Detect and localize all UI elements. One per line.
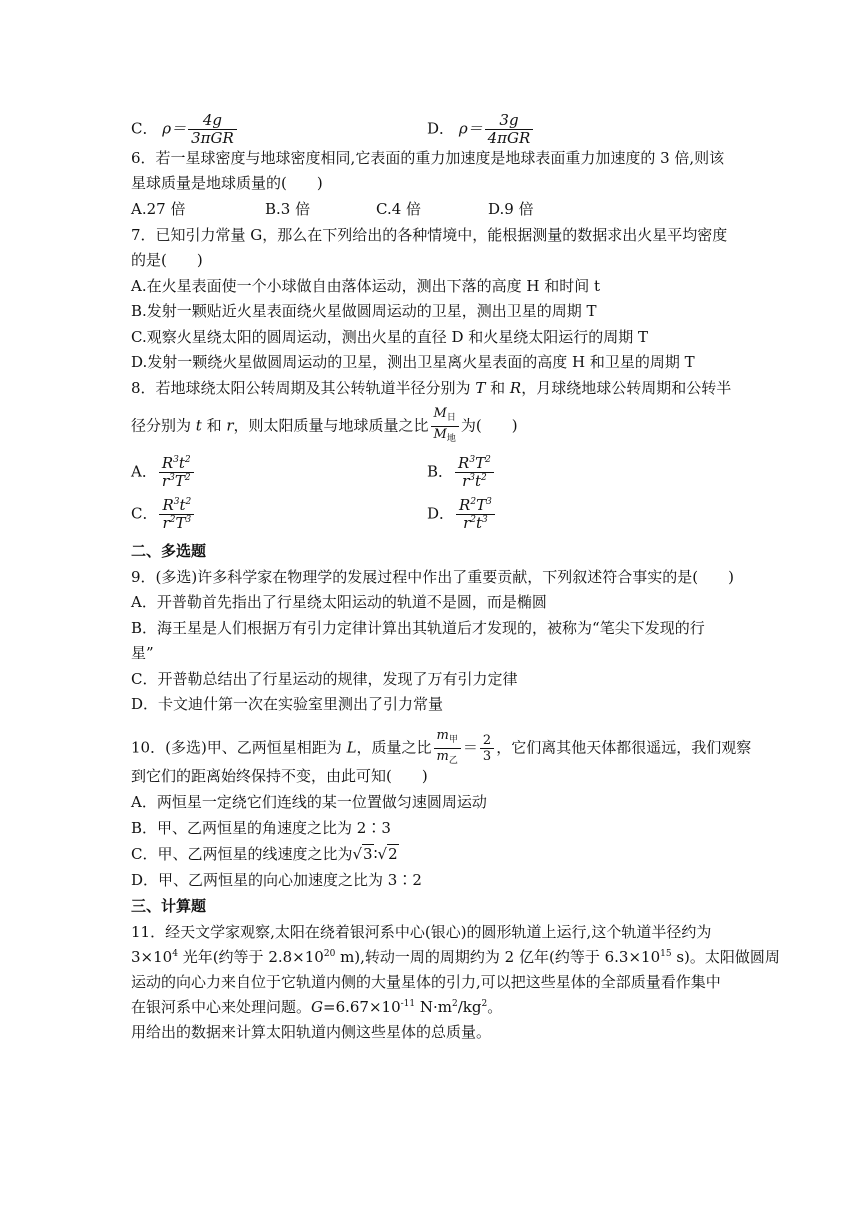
- exponent: 2: [452, 999, 458, 1009]
- formula-lhs: ρ＝: [162, 119, 187, 138]
- section-title-multiple-choice: 二、多选题: [131, 542, 207, 560]
- q11-line2: [131, 947, 780, 967]
- fraction: [159, 497, 194, 532]
- q8-option-d[interactable]: [427, 497, 497, 532]
- ratio-value-fraction: [480, 733, 494, 764]
- subscript-yi: 乙: [448, 756, 458, 766]
- fraction-numerator: [431, 406, 459, 427]
- q7-option-a[interactable]: A.在火星表面使一个小球做自由落体运动，测出下落的高度 H 和时间 t: [131, 277, 601, 295]
- q6-option-d[interactable]: D.9 倍: [488, 200, 534, 218]
- fraction-denominator: 3: [482, 749, 492, 764]
- text: =6.67×10: [323, 998, 401, 1016]
- q8-option-c[interactable]: [131, 497, 196, 532]
- text: 和: [485, 379, 510, 397]
- formula-lhs: ρ＝: [458, 119, 483, 138]
- q8-option-a[interactable]: [131, 455, 196, 490]
- q9-option-b-line2[interactable]: 星”: [131, 644, 154, 662]
- q6-option-c[interactable]: C.4 倍: [376, 200, 422, 218]
- fraction-denominator: $r^2T^3$: [162, 514, 192, 532]
- q11-line5: 用给出的数据来计算太阳轨道内侧这些星体的总质量。: [131, 1023, 492, 1041]
- q8-stem-line1: [131, 378, 731, 398]
- fraction-numerator: [434, 728, 461, 749]
- fraction: [455, 455, 494, 490]
- text: 。: [487, 998, 503, 1016]
- exponent: 2: [481, 999, 488, 1009]
- q10-option-d[interactable]: D．甲、乙两恒星的向心加速度之比为 3∶2: [131, 871, 422, 889]
- option-label: B．: [427, 462, 454, 481]
- option-label: C．: [131, 119, 158, 138]
- exponent: 4: [172, 949, 178, 959]
- var-M: M: [433, 427, 447, 442]
- var-T: T: [475, 379, 486, 397]
- q6-stem-line2: 星球质量是地球质量的( ): [131, 174, 323, 192]
- q7-stem-line2: 的是( ): [131, 251, 203, 269]
- q7-option-d[interactable]: D.发射一颗绕火星做圆周运动的卫星，测出卫星离火星表面的高度 H 和卫星的周期 T: [131, 353, 695, 371]
- text: 在银河系中心来处理问题。: [131, 998, 312, 1016]
- radicand: 3: [363, 845, 373, 863]
- text: 径分别为: [131, 416, 196, 435]
- text: N·m: [415, 998, 453, 1016]
- q6-stem-line1: 6．若一星球密度与地球密度相同,它表面的重力加速度是地球表面重力加速度的 3 倍,则该: [131, 149, 725, 167]
- var-r: r: [226, 416, 234, 435]
- text: 8．若地球绕太阳公转周期及其公转轨道半径分别为: [131, 379, 476, 397]
- fraction: [159, 455, 194, 490]
- q11-line3: 运动的向心力来自位于它轨道内侧的大量星体的引力,可以把这些星体的全部质量看作集中: [131, 973, 721, 991]
- text: ，月球绕地球公转周期和公转半: [521, 379, 732, 397]
- text: C．甲、乙两恒星的线速度之比为: [131, 845, 353, 863]
- q5-option-d[interactable]: [427, 112, 535, 147]
- q10-option-c[interactable]: [131, 844, 399, 864]
- var-t: t: [195, 416, 202, 435]
- text: ，质量之比: [356, 738, 432, 757]
- fraction-denominator: [431, 427, 459, 447]
- text: 为( ): [460, 416, 518, 435]
- fraction-denominator: [434, 749, 461, 769]
- q9-option-a[interactable]: A．开普勒首先指出了行星绕太阳运动的轨道不是圆，而是椭圆: [131, 593, 547, 611]
- q9-option-d[interactable]: D．卡文迪什第一次在实验室里测出了引力常量: [131, 695, 444, 713]
- var-R: R: [509, 379, 522, 397]
- q7-option-b[interactable]: B.发射一颗贴近火星表面绕火星做圆周运动的卫星，测出卫星的周期 T: [131, 302, 597, 320]
- option-label: C．: [131, 504, 158, 523]
- q7-stem-line1: 7．已知引力常量 G，那么在下列给出的各种情境中，能根据测量的数据求出火星平均密度: [131, 226, 728, 244]
- text: 和: [201, 416, 227, 435]
- q10-option-a[interactable]: A．两恒星一定绕它们连线的某一位置做匀速圆周运动: [131, 793, 487, 811]
- fraction-numerator: $R^3t^2$: [159, 455, 194, 473]
- q10-stem-line2: 到它们的距离始终保持不变，由此可知( ): [131, 767, 428, 785]
- option-label: D．: [427, 504, 455, 523]
- fraction-numerator: 4g: [188, 112, 237, 130]
- sqrt-3: √3: [352, 845, 373, 863]
- equals-sign: ＝: [462, 738, 478, 757]
- text: 10．(多选)甲、乙两恒星相距为: [131, 738, 347, 757]
- text: /kg: [457, 998, 482, 1016]
- q9-option-c[interactable]: C．开普勒总结出了行星运动的规律，发现了万有引力定律: [131, 670, 518, 688]
- fraction-numerator: $R^3t^2$: [159, 497, 194, 515]
- var-m: m: [436, 728, 449, 743]
- ratio-sign: ∶: [373, 845, 378, 863]
- var-m: m: [436, 749, 449, 764]
- text: 3×10: [131, 948, 173, 966]
- q9-stem: 9．(多选)许多科学家在物理学的发展过程中作出了重要贡献，下列叙述符合事实的是( ): [131, 568, 734, 586]
- fraction-numerator: 3g: [485, 112, 534, 130]
- fraction-numerator: 2: [480, 733, 494, 749]
- q5-option-c[interactable]: [131, 112, 239, 147]
- subscript-jia: 甲: [448, 735, 458, 745]
- fraction-denominator: $r^2t^3$: [463, 514, 488, 532]
- q11-line1: 11．经天文学家观察,太阳在绕着银河系中心(银心)的圆形轨道上运行,这个轨道半径约为: [131, 923, 712, 941]
- sqrt-2: √2: [377, 845, 398, 863]
- radicand: 2: [388, 845, 398, 863]
- exponent: 20: [323, 949, 336, 959]
- var-L: L: [346, 738, 357, 757]
- q8-option-b[interactable]: [427, 455, 496, 490]
- var-M: M: [433, 406, 447, 421]
- mass-ratio-fraction: [431, 406, 459, 447]
- q7-option-c[interactable]: C.观察火星绕太阳的圆周运动，测出火星的直径 D 和火星绕太阳运行的周期 T: [131, 328, 649, 346]
- q10-option-b[interactable]: B．甲、乙两恒星的角速度之比为 2∶3: [131, 819, 391, 837]
- subscript-sun: 日: [446, 413, 456, 423]
- text: s)。太阳做圆周: [671, 948, 780, 966]
- fraction: [485, 112, 534, 147]
- text: 光年(约等于 2.8×10: [177, 948, 324, 966]
- fraction: [456, 497, 495, 532]
- exponent: -11: [400, 999, 416, 1009]
- fraction-numerator: $R^3T^2$: [455, 455, 494, 473]
- subscript-earth: 地: [446, 434, 456, 444]
- fraction-denominator: 4πGR: [487, 129, 531, 147]
- var-G: G: [311, 998, 323, 1016]
- fraction-denominator: 3πGR: [191, 129, 234, 147]
- q8-stem-line2: [131, 406, 518, 447]
- fraction-denominator: $r^3T^2$: [161, 472, 191, 490]
- text: m),转动一周的周期约为 2 亿年(约等于 6.3×10: [335, 948, 661, 966]
- fraction: [188, 112, 237, 147]
- q6-option-a[interactable]: A.27 倍: [131, 200, 186, 218]
- q11-line4: [131, 997, 502, 1017]
- mass-ratio-fraction: [434, 728, 461, 769]
- fraction-numerator: $R^2T^3$: [456, 497, 495, 515]
- q10-stem-line1: [131, 728, 751, 769]
- option-label: A．: [131, 462, 157, 481]
- q9-option-b-line1[interactable]: B．海王星是人们根据万有引力定律计算出其轨道后才发现的，被称为“笔尖下发现的行: [131, 619, 705, 637]
- text: ，则太阳质量与地球质量之比: [233, 416, 429, 435]
- fraction-denominator: $r^3t^2$: [462, 472, 487, 490]
- exponent: 15: [660, 949, 672, 959]
- text: ，它们离其他天体都很遥远，我们观察: [496, 738, 752, 757]
- section-title-calculation: 三、计算题: [131, 897, 207, 915]
- option-label: D．: [427, 119, 455, 138]
- q6-option-b[interactable]: B.3 倍: [265, 200, 311, 218]
